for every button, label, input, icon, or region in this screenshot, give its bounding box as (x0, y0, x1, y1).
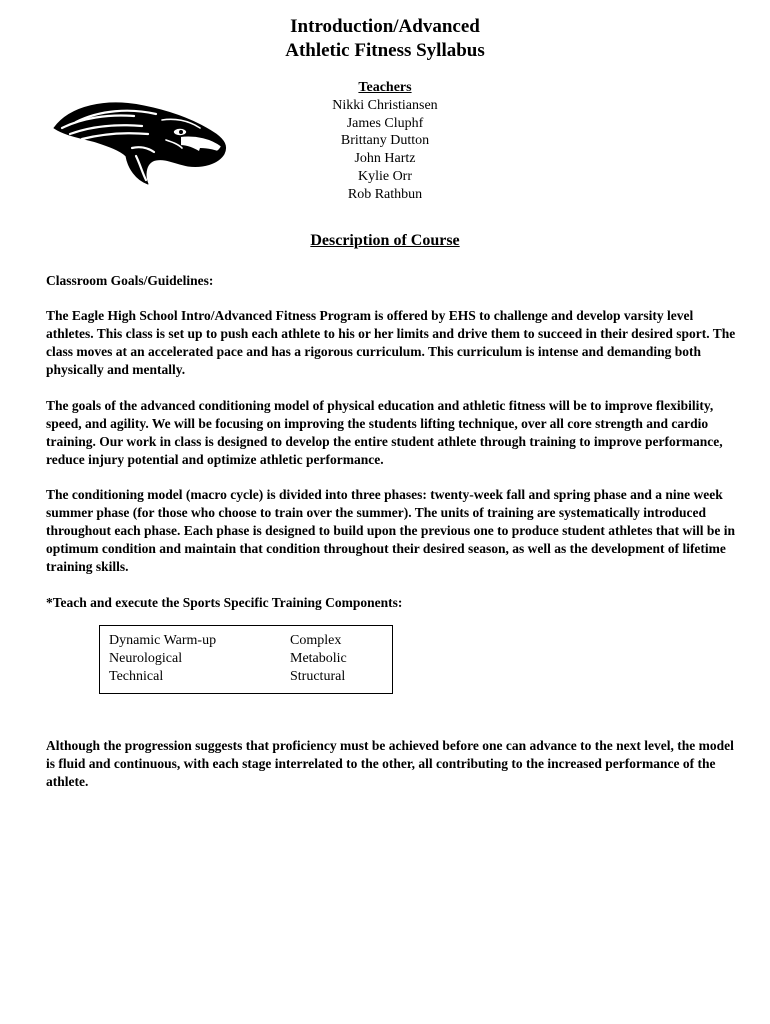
teacher-name: Nikki Christiansen (332, 97, 438, 113)
teacher-name: Rob Rathbun (347, 186, 423, 202)
components-column-2 (290, 632, 347, 685)
component-item: Structural (290, 668, 346, 684)
components-heading: *Teach and execute the Sports Specific Training Components: (46, 595, 403, 610)
teacher-name: Brittany Dutton (340, 133, 430, 149)
teachers-heading: Teachers (358, 80, 412, 95)
goals-heading: Classroom Goals/Guidelines: (46, 273, 214, 288)
teacher-name: James Cluphf (346, 115, 424, 131)
eagle-head-icon (48, 92, 232, 188)
component-item: Metabolic (290, 650, 347, 666)
section-heading-description: Description of Course (310, 232, 460, 249)
paragraph-intro: The Eagle High School Intro/Advanced Fitness Program is offered by EHS to challenge and develop varsity level athletes. This class is set up to push each athlete to his or her limits and drive them to succeed in their desired sport. The class moves at an accelerated pace and has a rigorous curriculum. This curriculum is intense and demanding both physically and mentally. (46, 308, 736, 377)
teacher-name: John Hartz (354, 151, 416, 167)
page-title-line-2: Athletic Fitness Syllabus (285, 40, 485, 61)
component-item: Neurological (109, 650, 183, 666)
component-item: Complex (290, 633, 342, 648)
page-title-line-1: Introduction/Advanced (290, 16, 480, 37)
components-column-1 (109, 632, 216, 685)
component-item: Dynamic Warm-up (109, 633, 217, 648)
paragraph-closing: Although the progression suggests that proficiency must be achieved before one can advance to the next level, the model is fluid and continuous, with each stage interrelated to the other, all contributing to the increased performance of the athlete. (46, 738, 734, 789)
teachers-list (275, 79, 495, 204)
component-item: Technical (109, 668, 164, 684)
training-components-box (99, 625, 393, 694)
teacher-name: Kylie Orr (357, 168, 413, 184)
paragraph-goals: The goals of the advanced conditioning model of physical education and athletic fitness will be to improve flexibility, speed, and agility. We will be focusing on improving the students lifting technique, over all core strength and cardio training. Our work in class is designed to develop the entire student athlete through training to improve performance, reduce injury potential and optimize athletic performance. (46, 398, 723, 467)
paragraph-conditioning-model: The conditioning model (macro cycle) is divided into three phases: twenty-week fall and spring phase and a nine week summer phase (for those who choose to train over the summer). The units of training are systematically introduced throughout each phase. Each phase is designed to build upon the previous one to produce student athletes that will be in optimum condition and maintain that condition throughout their desired season, as well as the development of lifetime training skills. (46, 487, 735, 574)
